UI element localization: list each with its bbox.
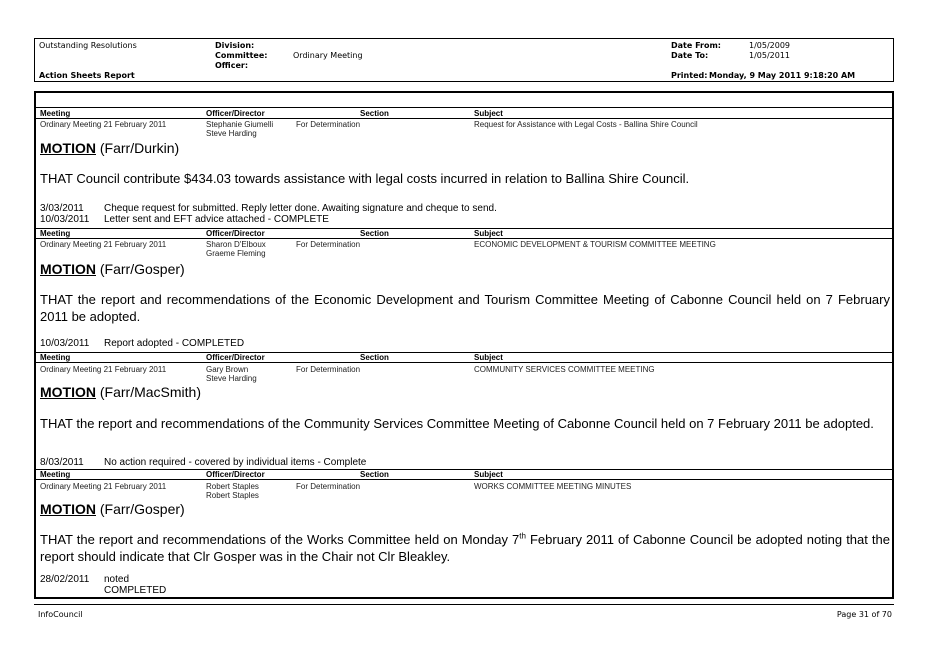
- action-text-line-2: COMPLETED: [104, 585, 167, 596]
- col-meeting: Meeting: [40, 470, 71, 479]
- col-officer: Officer/Director: [206, 109, 265, 118]
- motion-heading: [40, 501, 185, 517]
- committee-label: Committee:: [215, 51, 268, 60]
- motion-heading: [40, 261, 185, 277]
- column-header-row: [36, 109, 892, 119]
- motion-word: MOTION: [40, 501, 96, 517]
- column-header-row: [36, 352, 892, 363]
- col-section: Section: [360, 229, 389, 238]
- col-meeting: Meeting: [40, 229, 71, 238]
- section-cell: For Determination: [296, 120, 361, 129]
- motion-word: MOTION: [40, 384, 96, 400]
- action-entry: [40, 574, 166, 596]
- subject-cell: Request for Assistance with Legal Costs - Ballina Shire Council: [474, 120, 698, 129]
- officer-label: Officer:: [215, 61, 249, 70]
- action-text: Report adopted - COMPLETED: [104, 338, 245, 349]
- section-cell: For Determination: [296, 482, 361, 491]
- action-entry: [40, 214, 329, 225]
- action-date: 10/03/2011: [40, 338, 90, 349]
- col-section: Section: [360, 353, 389, 362]
- col-subject: Subject: [474, 470, 503, 479]
- meeting-cell: Ordinary Meeting 21 February 2011: [40, 120, 167, 129]
- col-meeting: Meeting: [40, 353, 71, 362]
- col-subject: Subject: [474, 109, 503, 118]
- action-date: 3/03/2011: [40, 203, 84, 214]
- report-title: Outstanding Resolutions: [39, 41, 137, 50]
- report-header: [34, 38, 894, 82]
- motion-heading: [40, 140, 179, 156]
- pane-top-bar: [36, 93, 892, 108]
- subject-cell: ECONOMIC DEVELOPMENT & TOURISM COMMITTEE MEETING: [474, 240, 716, 249]
- motion-movers: (Farr/Gosper): [99, 261, 185, 277]
- date-to-value: 1/05/2011: [749, 51, 791, 60]
- action-date: 10/03/2011: [40, 214, 90, 225]
- date-from-label: Date From:: [671, 41, 722, 50]
- action-text: No action required - covered by individual items - Complete: [104, 457, 367, 468]
- motion-word: MOTION: [40, 261, 96, 277]
- action-entry: [40, 457, 366, 468]
- report-subtitle: Action Sheets Report: [39, 71, 135, 80]
- col-section: Section: [360, 109, 389, 118]
- action-sheet-pane: [34, 91, 894, 599]
- footer-divider: [34, 604, 894, 605]
- col-subject: Subject: [474, 229, 503, 238]
- resolution-text: [40, 531, 890, 565]
- column-header-row: [36, 469, 892, 480]
- resolution-text-start: THAT the report and recommendations of the Works Committee held on Monday 7: [40, 532, 520, 547]
- meeting-cell: Ordinary Meeting 21 February 2011: [40, 365, 167, 374]
- column-header-row: [36, 228, 892, 239]
- motion-heading: [40, 384, 201, 400]
- page-number: Page 31 of 70: [836, 610, 892, 619]
- action-text: Cheque request for submitted. Reply letter done. Awaiting signature and cheque to send.: [104, 203, 497, 214]
- resolution-text: THAT the report and recommendations of the Economic Development and Tourism Committee Meeting of Cabonne Council held on 7 February 2011 be adopted.: [40, 292, 890, 324]
- col-subject: Subject: [474, 353, 503, 362]
- printed-label: Printed:: [671, 71, 708, 80]
- resolution-text-end: February 2011 of Cabonne Council be adopted noting that the report should indicate that Clr Gosper was in the Chair not Clr Bleakley.: [40, 532, 890, 564]
- officer-cell: Gary Brown: [206, 365, 249, 374]
- col-officer: Officer/Director: [206, 470, 265, 479]
- officer-cell: Stephanie Giumelli: [206, 120, 274, 129]
- printed-value: Monday, 9 May 2011 9:18:20 AM: [709, 71, 856, 80]
- ordinal-suffix: th: [519, 531, 526, 541]
- col-meeting: Meeting: [40, 109, 71, 118]
- officer-cell: Sharon D'Elboux: [206, 240, 266, 249]
- officer-cell: Robert Staples: [206, 482, 259, 491]
- meeting-cell: Ordinary Meeting 21 February 2011: [40, 482, 167, 491]
- resolution-text: THAT the report and recommendations of the Community Services Committee Meeting of Cabonne Council held on 7 February 2011 be adopted.: [40, 416, 874, 431]
- action-text: Letter sent and EFT advice attached - COMPLETE: [104, 214, 329, 225]
- officer-cell-2: Steve Harding: [206, 374, 257, 383]
- col-officer: Officer/Director: [206, 229, 265, 238]
- action-text: noted: [104, 574, 130, 585]
- motion-movers: (Farr/Gosper): [99, 501, 185, 517]
- resolution-text: THAT Council contribute $434.03 towards assistance with legal costs incurred in relation to Ballina Shire Council.: [40, 171, 690, 186]
- motion-movers: (Farr/MacSmith): [99, 384, 202, 400]
- action-entry: [40, 338, 244, 349]
- meeting-cell: Ordinary Meeting 21 February 2011: [40, 240, 167, 249]
- officer-cell-2: Graeme Fleming: [206, 249, 266, 258]
- col-officer: Officer/Director: [206, 353, 265, 362]
- section-cell: For Determination: [296, 240, 361, 249]
- motion-word: MOTION: [40, 140, 96, 156]
- motion-movers: (Farr/Durkin): [99, 140, 180, 156]
- subject-cell: WORKS COMMITTEE MEETING MINUTES: [474, 482, 632, 491]
- subject-cell: COMMUNITY SERVICES COMMITTEE MEETING: [474, 365, 655, 374]
- section-cell: For Determination: [296, 365, 361, 374]
- col-section: Section: [360, 470, 389, 479]
- action-date: 28/02/2011: [40, 574, 90, 585]
- division-label: Division:: [215, 41, 255, 50]
- date-from-value: 1/05/2009: [749, 41, 791, 50]
- officer-cell-2: Steve Harding: [206, 129, 257, 138]
- action-date: 8/03/2011: [40, 457, 84, 468]
- committee-value: Ordinary Meeting: [293, 51, 363, 60]
- action-entry: [40, 203, 497, 214]
- date-to-label: Date To:: [671, 51, 709, 60]
- officer-cell-2: Robert Staples: [206, 491, 259, 500]
- footer-app-name: InfoCouncil: [38, 610, 83, 619]
